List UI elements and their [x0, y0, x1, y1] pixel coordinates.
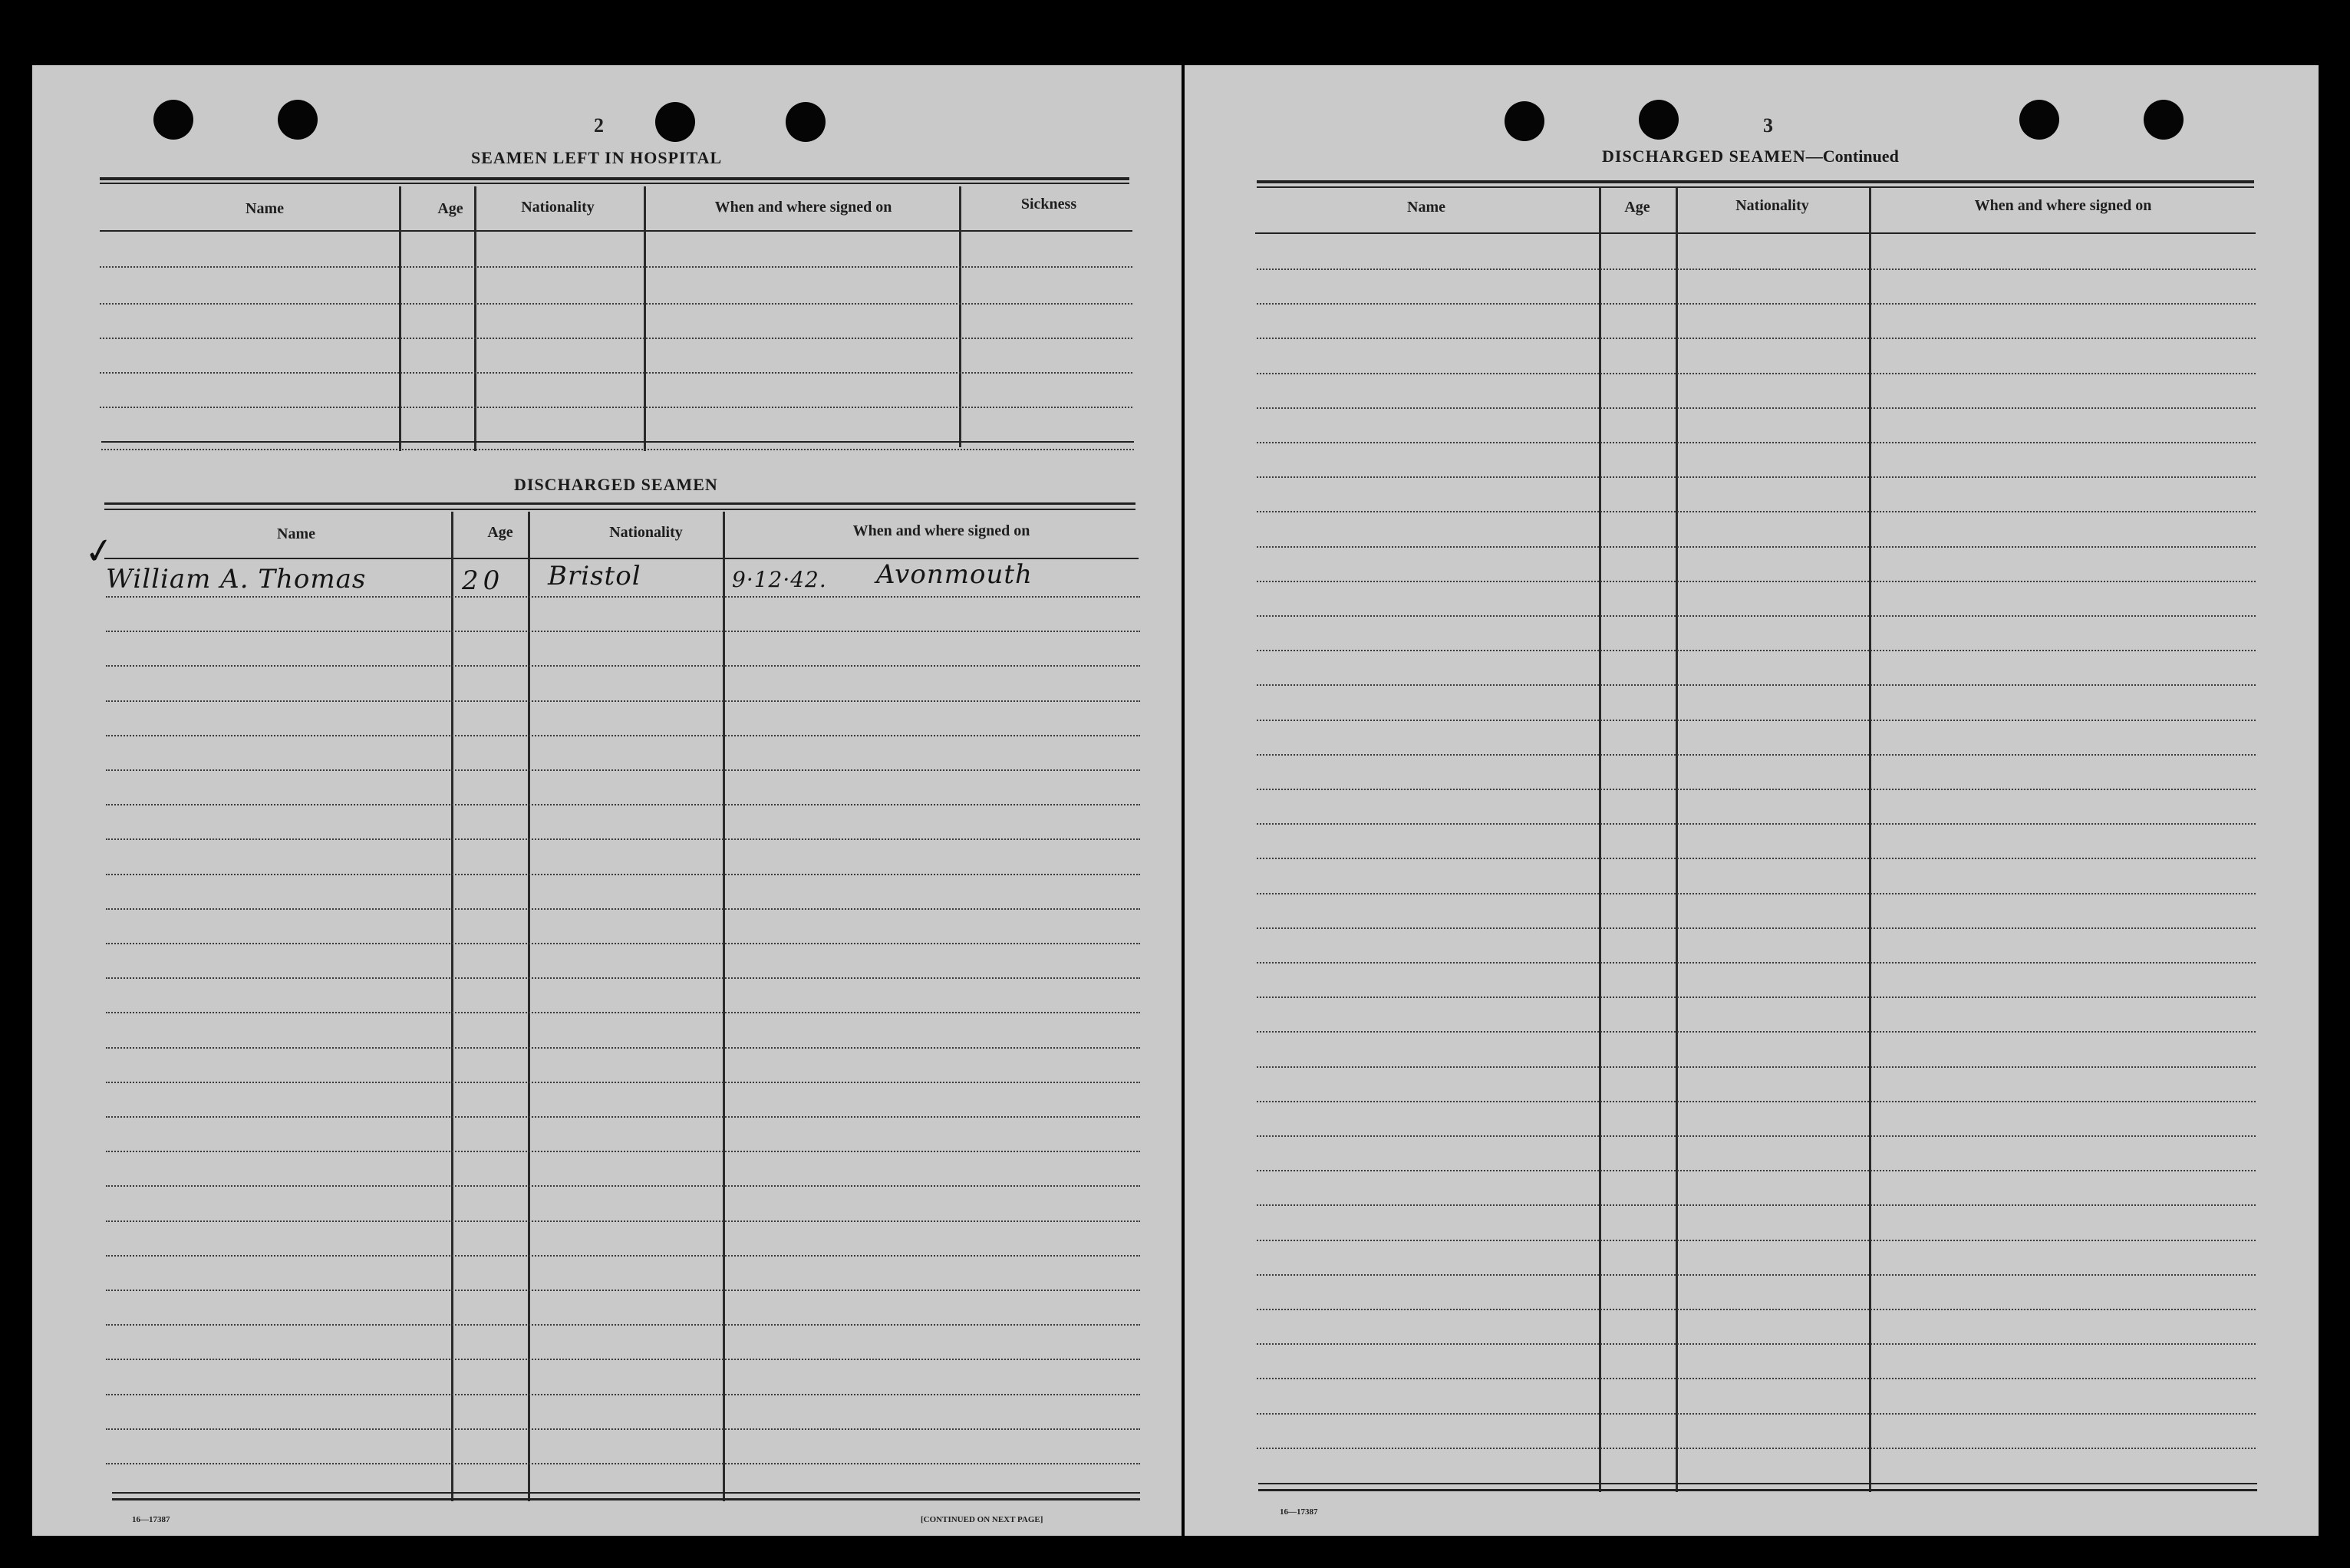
ruled-line [106, 943, 1140, 944]
section-title-bold: DISCHARGED SEAMEN [1602, 147, 1806, 166]
punch-hole [2144, 100, 2184, 140]
discharged-section-title: DISCHARGED SEAMEN [514, 475, 718, 494]
ruled-line [106, 1290, 1140, 1291]
ruled-line [106, 596, 1140, 598]
ruled-line [100, 372, 1132, 374]
hospital-section-title: SEAMEN LEFT IN HOSPITAL [471, 148, 723, 167]
ruled-line [1257, 546, 2256, 548]
ruled-line [1257, 1309, 2256, 1310]
page-number: 2 [594, 114, 604, 137]
section-title [1602, 147, 1899, 166]
ruled-line [1257, 962, 2256, 964]
column-header-signed-on: When and where signed on [1974, 197, 2152, 214]
column-header-name: Name [1407, 199, 1445, 216]
ruled-line [106, 1428, 1140, 1430]
entry-age: 20 [462, 565, 505, 596]
table-bottom-rule [1258, 1489, 2257, 1491]
column-header-signed-on: When and where signed on [852, 522, 1030, 539]
section-title-suffix: —Continued [1805, 147, 1899, 166]
ruled-line [106, 1012, 1140, 1013]
ruled-line [1257, 1204, 2256, 1206]
ruled-line [106, 1116, 1140, 1118]
ruled-line [100, 338, 1132, 339]
ruled-line [106, 1394, 1140, 1395]
ruled-line [1257, 1378, 2256, 1379]
ruled-line [106, 769, 1140, 771]
column-header-name: Name [277, 525, 315, 542]
column-divider [528, 512, 530, 1501]
table-top-rule [1257, 186, 2254, 188]
column-header-age: Age [487, 524, 513, 541]
form-number: 16—17387 [132, 1515, 170, 1524]
ruled-line [1257, 927, 2256, 929]
column-header-age: Age [1624, 199, 1650, 216]
column-header-nationality: Nationality [521, 199, 595, 216]
table-header-rule [100, 230, 1132, 232]
column-header-sickness: Sickness [1020, 196, 1077, 212]
ruled-line [106, 1185, 1140, 1187]
column-divider [399, 186, 401, 451]
column-header-age: Age [437, 200, 463, 217]
table-top-rule [104, 502, 1135, 505]
table-top-rule [100, 183, 1129, 184]
table-bottom-rule [1258, 1483, 2257, 1484]
ruled-line [1257, 789, 2256, 790]
punch-hole [1639, 100, 1679, 140]
ruled-line [1257, 684, 2256, 686]
ruled-line [1257, 373, 2256, 374]
ruled-line [1257, 1101, 2256, 1102]
entry-nationality: Bristol [548, 561, 641, 591]
ruled-line [106, 804, 1140, 805]
ruled-line [1257, 823, 2256, 825]
ruled-line [106, 631, 1140, 632]
ruled-line [1257, 1170, 2256, 1171]
ruled-line [1257, 476, 2256, 478]
ruled-line [106, 1082, 1140, 1083]
ruled-line [100, 303, 1132, 305]
ruled-line [1257, 754, 2256, 756]
punch-hole [278, 100, 318, 140]
ruled-line [1257, 442, 2256, 443]
punch-hole [786, 102, 826, 142]
ruled-line [106, 665, 1140, 667]
ruled-line [106, 1047, 1140, 1049]
ruled-line [106, 1463, 1140, 1464]
left-page [32, 65, 1182, 1536]
ruled-line [1257, 407, 2256, 409]
column-divider [474, 186, 476, 451]
table-top-rule [100, 177, 1129, 180]
ruled-line [1257, 1066, 2256, 1068]
ruled-line [1257, 858, 2256, 859]
punch-hole [655, 102, 695, 142]
ruled-line [1257, 581, 2256, 582]
column-divider [959, 186, 961, 447]
ruled-line [1257, 615, 2256, 617]
table-bottom-rule [112, 1492, 1140, 1494]
ruled-line [1257, 1413, 2256, 1415]
entry-signed-on-date: 9·12·42. [732, 567, 827, 592]
check-mark: ✓ [81, 528, 117, 574]
ruled-line [106, 1151, 1140, 1152]
ruled-line [1257, 1240, 2256, 1241]
table-top-rule [104, 509, 1135, 510]
ruled-line [106, 977, 1140, 979]
ruled-line [106, 874, 1140, 875]
ruled-line [1257, 996, 2256, 998]
punch-hole [1505, 101, 1544, 141]
ruled-line [1257, 893, 2256, 894]
ruled-line [1257, 303, 2256, 305]
ruled-line [1257, 650, 2256, 651]
table-top-rule [1257, 180, 2254, 183]
ruled-line [1257, 1448, 2256, 1449]
column-divider [1676, 188, 1678, 1492]
table-bottom-rule [112, 1498, 1140, 1500]
ruled-line [100, 266, 1132, 268]
column-divider [1869, 188, 1871, 1492]
entry-name: William A. Thomas [106, 564, 367, 595]
ruled-line [1257, 1274, 2256, 1276]
continued-note: [CONTINUED ON NEXT PAGE] [921, 1515, 1043, 1524]
ruled-line [106, 1359, 1140, 1360]
entry-signed-on-place: Avonmouth [876, 559, 1033, 590]
ruled-line [1257, 338, 2256, 339]
ruled-line [106, 1324, 1140, 1326]
column-divider [723, 512, 725, 1501]
column-header-nationality: Nationality [609, 524, 683, 541]
ruled-line [1257, 1135, 2256, 1137]
ruled-line [100, 407, 1132, 408]
column-divider [1599, 188, 1601, 1492]
table-header-rule [1255, 232, 2256, 234]
ruled-line [1257, 1031, 2256, 1033]
column-divider [451, 512, 453, 1501]
ruled-line [1257, 720, 2256, 721]
ruled-line [106, 838, 1140, 840]
ruled-line [106, 908, 1140, 910]
punch-hole [153, 100, 193, 140]
column-header-name: Name [246, 200, 284, 217]
column-header-nationality: Nationality [1735, 197, 1809, 214]
form-number: 16—17387 [1280, 1507, 1318, 1517]
ruled-line [106, 700, 1140, 702]
ruled-line [1257, 1343, 2256, 1345]
ruled-line [106, 735, 1140, 736]
page-number: 3 [1763, 114, 1773, 137]
ruled-line [106, 1255, 1140, 1257]
ruled-line [1257, 268, 2256, 270]
table-bottom-rule [101, 441, 1134, 443]
column-divider [644, 186, 646, 451]
ruled-line [1257, 511, 2256, 512]
ruled-line [106, 1220, 1140, 1222]
ruled-line [101, 449, 1134, 450]
column-header-signed-on: When and where signed on [714, 199, 892, 216]
right-page [1185, 65, 2319, 1536]
punch-hole [2019, 100, 2059, 140]
